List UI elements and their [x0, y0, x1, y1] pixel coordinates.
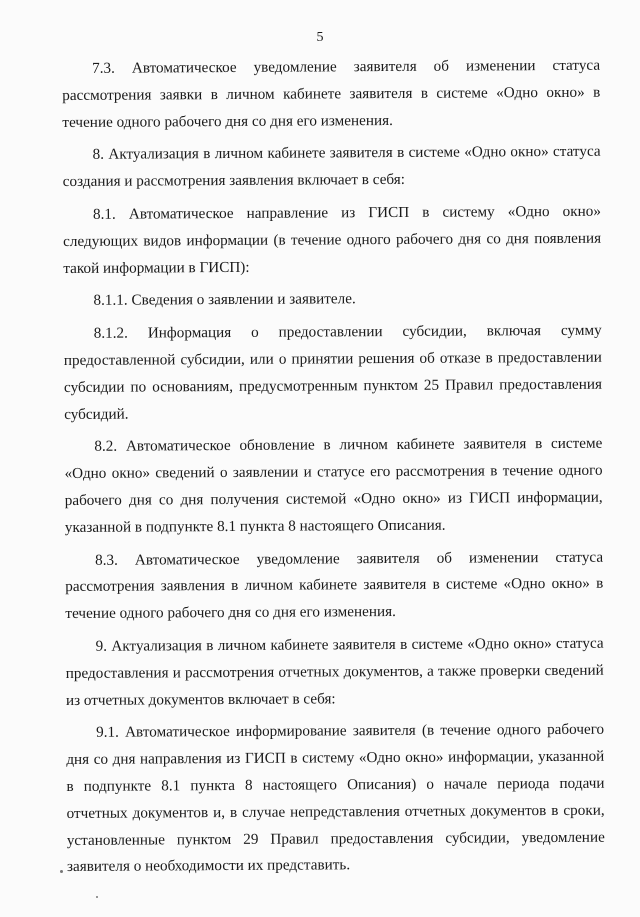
paragraph-8-3: 8.3. Автоматическое уведомление заявителя об изменении статуса рассмотрения заявления в личном кабинете заявителя в системе «Одно окно» в течение одного рабочего дня со дня его изменения.	[65, 548, 604, 623]
scan-speck	[96, 896, 98, 898]
paragraph-7-3: 7.3. Автоматическое уведомление заявителя об изменении статуса рассмотрения заявки в личном кабинете заявителя в системе «Одно окно» в течение одного рабочего дня со дня его изменения.	[62, 56, 601, 131]
paragraph-9-1: 9.1. Автоматическое информирование заявителя (в течение одного рабочего дня со дня направления из ГИСП в систему «Одно окно» информации, указанной в подпункте 8.1 пункта 8 настоящего Описания) о начале периода подачи отчетных документов и, в случае непредставления отчетных документов в сроки, установленные пунктом 29 Правил предоставления субсидии, уведомление заявителя о необходимости их представить.	[66, 721, 605, 876]
scan-speck	[60, 870, 63, 873]
paragraph-9: 9. Актуализация в личном кабинете заявителя в системе «Одно окно» статуса предоставления и рассмотрения отчетных документов, а также проверки сведений из отчетных документов включает в себя:	[65, 634, 604, 709]
paragraph-8: 8. Актуализация в личном кабинете заявителя в системе «Одно окно» статуса создания и рассмотрения заявления включает в себя:	[62, 143, 601, 191]
paragraph-8-1-2: 8.1.2. Информация о предоставлении субсидии, включая сумму предоставленной субсидии, или о принятии решения об отказе в предоставлении субсидии по основаниям, предусмотренным пунктом 25 Правил предоставления субсидий.	[63, 321, 603, 423]
paragraph-8-1: 8.1. Автоматическое направление из ГИСП в систему «Одно окно» следующих видов информации (в течение одного рабочего дня со дня появления такой информации в ГИСП):	[63, 202, 602, 277]
paragraph-8-1-1: 8.1.1. Сведения о заявлении и заявителе.	[93, 290, 356, 310]
page-number: 5	[316, 30, 324, 45]
document-body	[62, 53, 605, 887]
paragraph-8-2: 8.2. Автоматическое обновление в личном кабинете заявителя в системе «Одно окно» сведений о заявлении и статусе его рассмотрения в течение одного рабочего дня со дня получения системой «Одно окно» из ГИСП информации, указанной в подпункте 8.1 пункта 8 настоящего Описания.	[64, 435, 603, 536]
